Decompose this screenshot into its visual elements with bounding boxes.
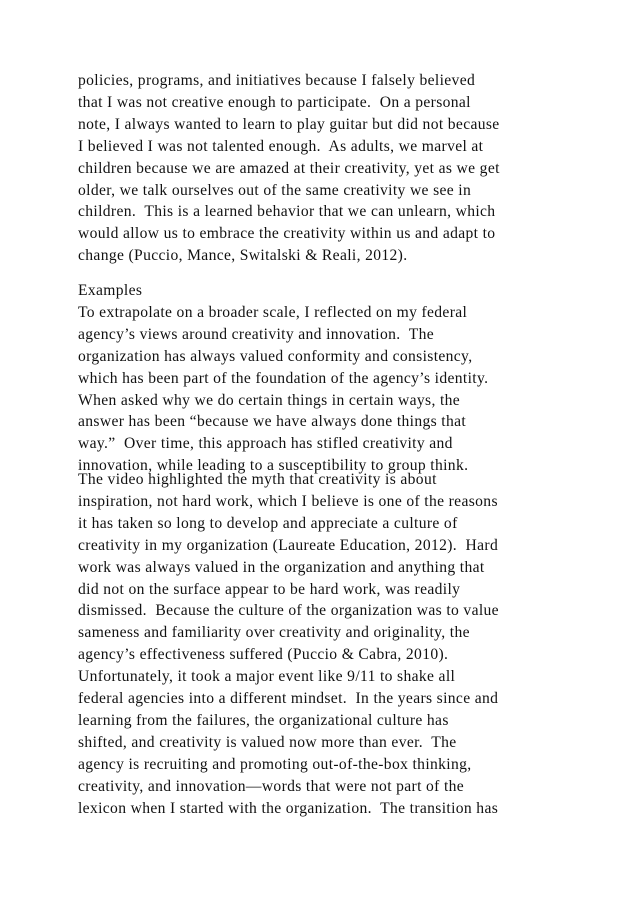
text-line: would allow us to embrace the creativity within us and adapt to [78, 225, 496, 243]
text-line: federal agencies into a different mindset. In the years since and [78, 690, 499, 708]
text-line: learning from the failures, the organizational culture has [78, 711, 449, 729]
paragraph-3 [78, 469, 618, 820]
text-line: dismissed. Because the culture of the organization was to value [78, 602, 499, 620]
text-line: sameness and familiarity over creativity and originality, the [78, 624, 470, 642]
text-line: Unfortunately, it took a major event like 9/11 to shake all [78, 668, 456, 686]
text-line: that I was not creative enough to participate. On a personal [78, 93, 471, 111]
text-line: agency’s views around creativity and innovation. The [78, 325, 435, 343]
paragraph-2 [78, 280, 618, 477]
text-line: older, we talk ourselves out of the same creativity we see in [78, 181, 472, 199]
text-line: shifted, and creativity is valued now more than ever. The [78, 733, 457, 751]
text-line: lexicon when I started with the organization. The transition has [78, 799, 499, 817]
text-line: I believed I was not talented enough. As adults, we marvel at [78, 137, 484, 155]
text-line: policies, programs, and initiatives because I falsely believed [78, 72, 476, 89]
text-line: organization has always valued conformity and consistency, [78, 347, 473, 365]
text-line: Examples [78, 282, 143, 299]
text-line: The video highlighted the myth that creativity is about [78, 471, 437, 488]
text-line: change (Puccio, Mance, Switalski & Reali, 2012). [78, 247, 408, 265]
paragraph-1 [78, 70, 618, 267]
text-line: agency is recruiting and promoting out-of-the-box thinking, [78, 755, 472, 773]
text-line: way.” Over time, this approach has stifled creativity and [78, 435, 453, 453]
text-line: children because we are amazed at their creativity, yet as we get [78, 159, 500, 177]
text-line: innovation, while leading to a susceptibility to group think. [78, 457, 469, 475]
text-line: When asked why we do certain things in certain ways, the [78, 391, 461, 409]
text-line: which has been part of the foundation of the agency’s identity. [78, 369, 489, 387]
text-line: did not on the surface appear to be hard work, was readily [78, 580, 461, 598]
text-line: note, I always wanted to learn to play guitar but did not because [78, 115, 500, 133]
text-line: creativity, and innovation—words that were not part of the [78, 777, 465, 795]
text-line: children. This is a learned behavior that we can unlearn, which [78, 203, 496, 221]
text-line: agency’s effectiveness suffered (Puccio & Cabra, 2010). [78, 646, 449, 664]
text-line: To extrapolate on a broader scale, I reflected on my federal [78, 303, 468, 321]
text-line: work was always valued in the organization and anything that [78, 558, 485, 576]
text-line: it has taken so long to develop and appreciate a culture of [78, 514, 458, 532]
text-line: creativity in my organization (Laureate Education, 2012). Hard [78, 536, 499, 554]
text-line: inspiration, not hard work, which I believe is one of the reasons [78, 492, 498, 510]
text-line: answer has been “because we have always done things that [78, 413, 467, 431]
